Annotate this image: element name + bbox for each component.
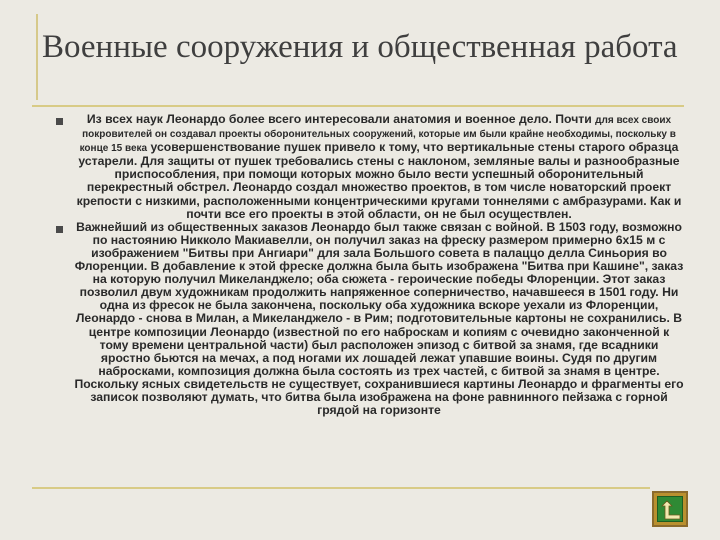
paragraph-rest: усовершенствование пушек привело к тому, что вертикальные стены старого образца устарели. Для защиты от пушек требовались стены с наклоном, земляные валы и разнообразные приспособления, при помощи которых можно было вести успешный оборонительный перекрестный обстрел. Леонардо создал множество проектов, в том числе новаторский проект крепости с низкими, расположенными концентрическими кругами тоннелями с амбразурами. Как и почти все его проекты в этой области, он не был осуществлен. [76, 140, 682, 221]
bullet-square-icon [56, 118, 63, 125]
footer-divider [32, 487, 650, 489]
title-divider [32, 105, 684, 107]
paragraph-fortifications [74, 113, 684, 221]
title-accent-line [36, 14, 38, 100]
bullet-item-public-work [56, 221, 684, 417]
home-button[interactable] [652, 491, 688, 527]
return-home-icon [660, 499, 684, 523]
slide-body [56, 113, 684, 417]
paragraph-small-text: для всех своих покровителей он создавал проекты оборонительных сооружений, которые им были крайне необходимы, поскольку в конце 15 века [79, 115, 676, 155]
paragraph-lead: Из всех наук Леонардо более всего интересовали анатомия и военное дело. Почти [86, 112, 592, 126]
bullet-square-icon [56, 226, 63, 233]
bullet-item-fortifications [56, 113, 684, 221]
slide-title: Военные сооружения и общественная работа [42, 29, 678, 65]
paragraph-public-work: Важнейший из общественных заказов Леонардо был также связан с войной. В 1503 году, возможно по настоянию Никколо Макиавелли, он получил заказ на фреску размером примерно 6х15 м с изображением "Битвы при Ангиари" для зала Большого совета в палаццо делла Синьория во Флоренции. В добавление к этой фреске должна была быть изображена "Битва при Кашине", заказ на которую получил Микеланджело; оба сюжета - героические победы Флоренции. Этот заказ позволил двум художникам продолжить напряженное соперничество, начавшееся в 1501 году. Ни одна из фресок не была закончена, поскольку оба художника вскоре уехали из Флоренции, Леонардо - снова в Милан, а Микеланджело - в Рим; подготовительные картоны не сохранились. В центре композиции Леонардо (известной по его наброскам и копиям с очевидно законченной к тому времени центральной части) был расположен эпизод с битвой за знамя, где всадники яростно бьются на мечах, а под ногами их лошадей лежат упавшие воины. Судя по другим набросками, композиция должна была состоять из трех частей, с битвой за знамя в центре. Поскольку ясных свидетельств не существует, сохранившиеся картины Леонардо и фрагменты его записок позволяют думать, что битва была изображена на фоне равнинного пейзажа с горной грядой на горизонте [74, 219, 684, 418]
